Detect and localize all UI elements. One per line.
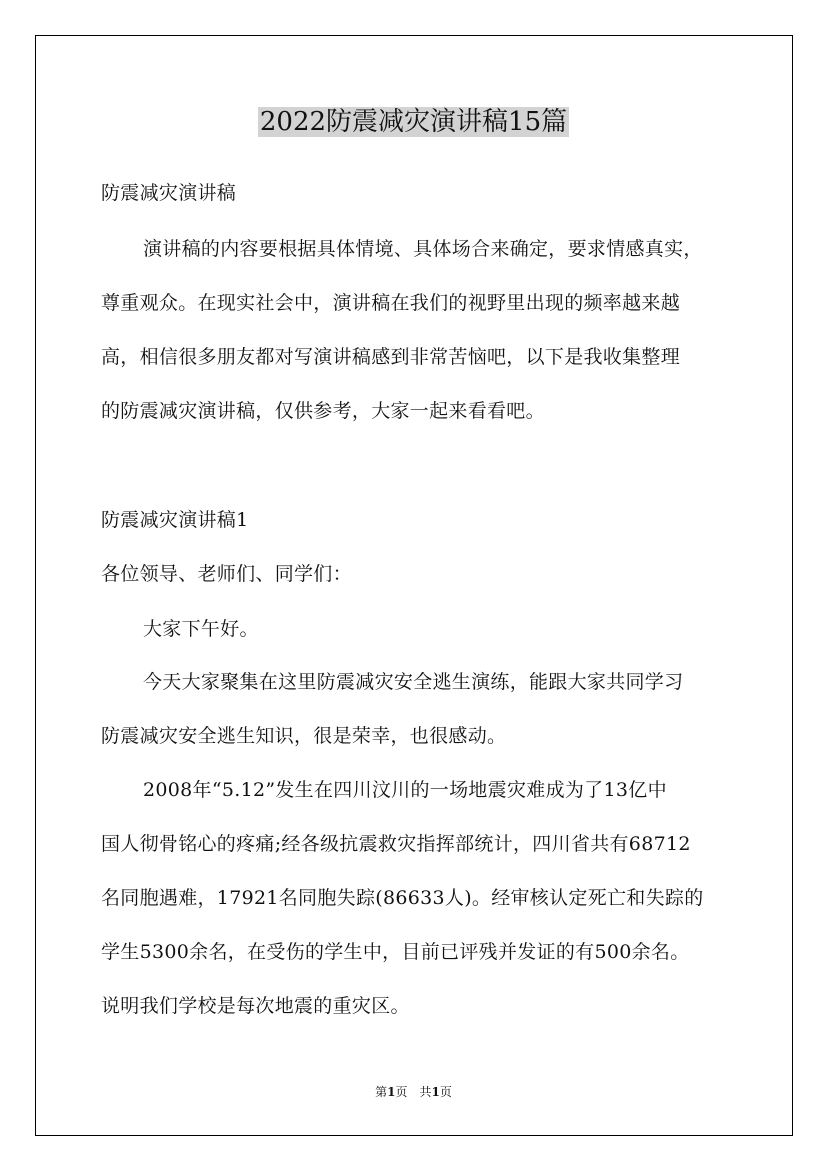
document-title bbox=[0, 100, 827, 144]
paragraph2-line-4: 学生5300余名，在受伤的学生中，目前已评残并发证的有500余名。 bbox=[101, 941, 690, 963]
intro-line-2: 尊重观众。在现实社会中，演讲稿在我们的视野里出现的频率越来越 bbox=[101, 292, 681, 314]
footer-page-total: 1 bbox=[431, 1085, 440, 1099]
footer-page-current: 1 bbox=[387, 1085, 396, 1099]
footer-suffix: 页 bbox=[439, 1085, 452, 1099]
footer-mid: 页 共 bbox=[395, 1085, 432, 1099]
intro-line-3: 高，相信很多朋友都对写演讲稿感到非常苦恼吧，以下是我收集整理 bbox=[101, 346, 681, 368]
section-heading: 防震减灾演讲稿 bbox=[101, 182, 237, 204]
greeting: 大家下午好。 bbox=[143, 618, 259, 640]
paragraph2-line-2: 国人彻骨铭心的疼痛;经各级抗震救灾指挥部统计，四川省共有68712 bbox=[101, 833, 691, 855]
page-footer bbox=[0, 1084, 827, 1100]
intro-line-1: 演讲稿的内容要根据具体情境、具体场合来确定，要求情感真实， bbox=[143, 238, 703, 260]
footer-prefix: 第 bbox=[375, 1085, 388, 1099]
document-title-text: 2022防震减灾演讲稿15篇 bbox=[259, 107, 568, 137]
paragraph1-line-1: 今天大家聚集在这里防震减灾安全逃生演练，能跟大家共同学习 bbox=[143, 671, 684, 693]
paragraph2-line-5: 说明我们学校是每次地震的重灾区。 bbox=[101, 995, 410, 1017]
paragraph2-line-1: 2008年“5.12”发生在四川汶川的一场地震灾难成为了13亿中 bbox=[143, 779, 667, 801]
paragraph1-line-2: 防震减灾安全逃生知识，很是荣幸，也很感动。 bbox=[101, 725, 507, 747]
paragraph2-line-3: 名同胞遇难，17921名同胞失踪(86633人)。经审核认定死亡和失踪的 bbox=[101, 887, 704, 909]
speech-heading: 防震减灾演讲稿1 bbox=[101, 509, 249, 531]
salutation: 各位领导、老师们、同学们： bbox=[101, 563, 352, 585]
intro-line-4: 的防震减灾演讲稿，仅供参考，大家一起来看看吧。 bbox=[101, 400, 545, 422]
